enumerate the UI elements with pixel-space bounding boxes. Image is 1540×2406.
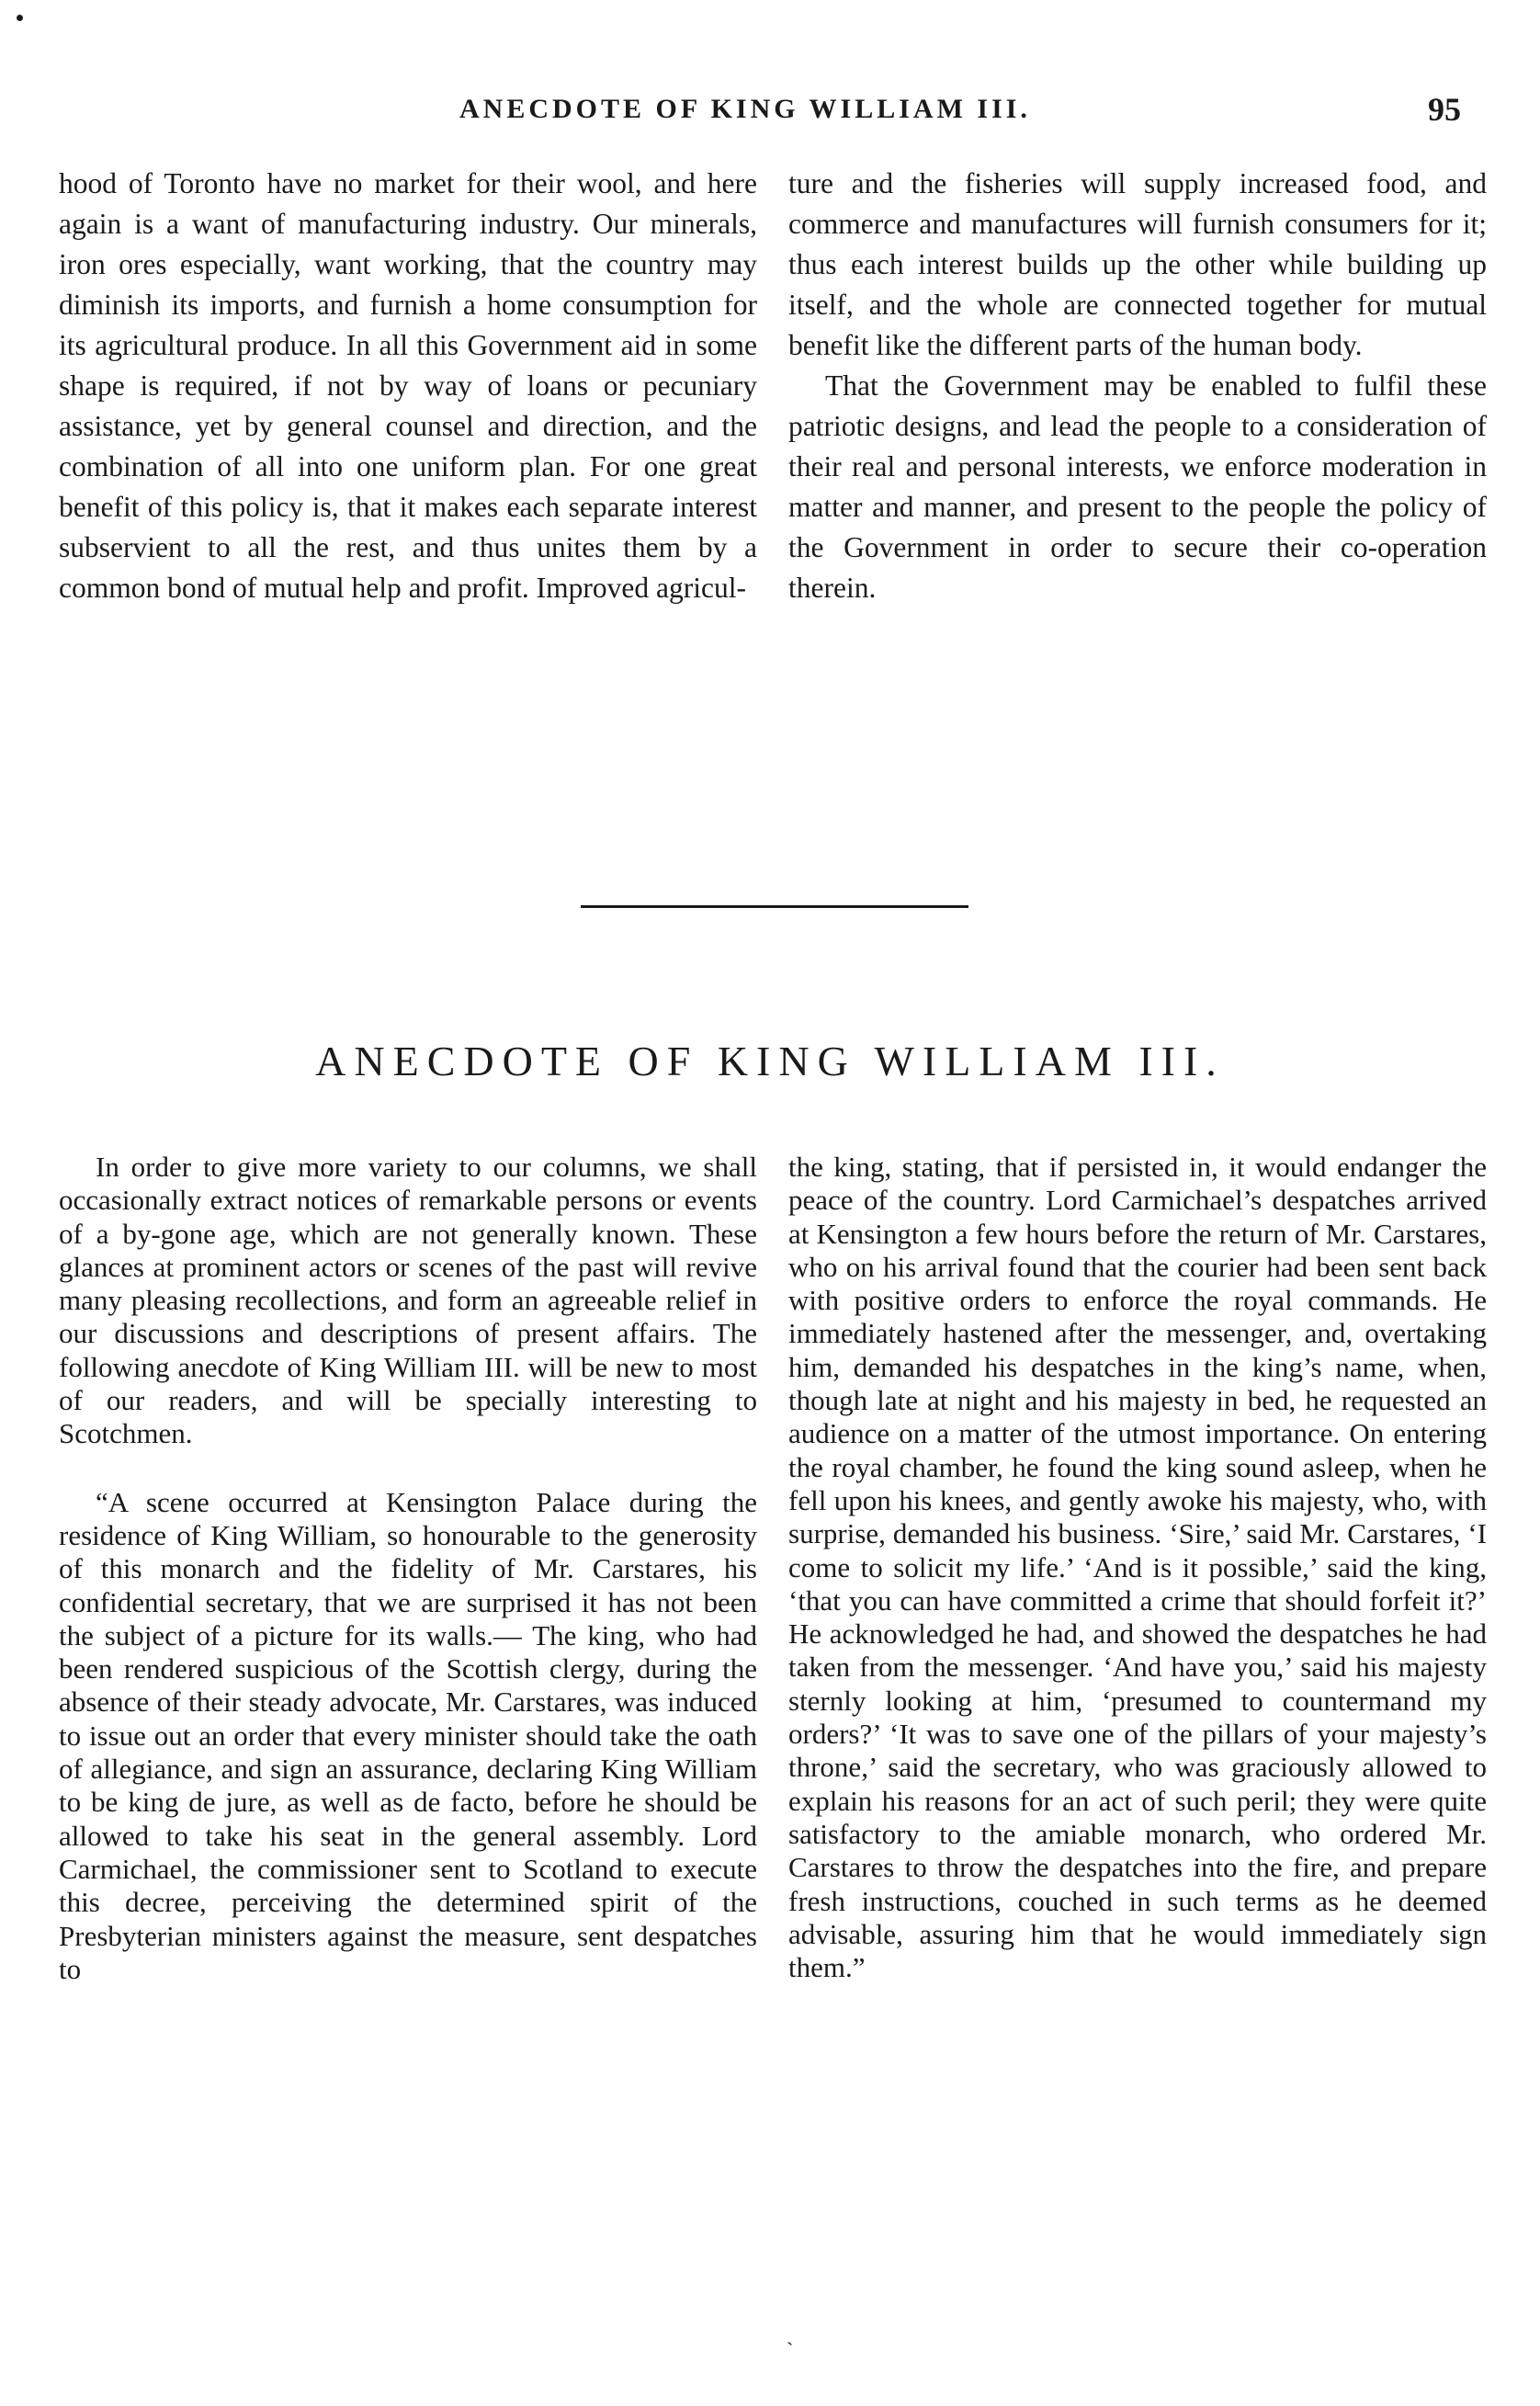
left-column-article (59, 1151, 757, 1986)
paragraph-quote-end: the king, stating, that if persisted in, it would endanger the peace of the country. Lord Carmichael’s despatches arrived at Kensington a few hours before the return of Mr. Carstares, who on his arrival found that the courier had been sent back with positive orders to enforce the royal commands. He immediately hastened after the messenger, and, overtaking him, demanded his despatches in the king’s name, when, though late at night and his majesty in bed, he requested an audience on a matter of the utmost importance. On entering the royal chamber, he found the king sound asleep, when he fell upon his knees, and gently awoke his majesty, who, with surprise, demanded his business. ‘Sire,’ said Mr. Carstares, ‘I come to solicit my life.’ ‘And is it possible,’ said the king, ‘that you can have committed a crime that should forfeit it?’ He acknowledged he had, and showed the despatches he had taken from the messenger. ‘And have you,’ said his majesty sternly looking at him, ‘presumed to countermand my orders?’ ‘It was to save one of the pillars of your majesty’s throne,’ said the secretary, who was graciously allowed to explain his reasons for an act of such peril; they were quite satisfactory to the amiable monarch, who ordered Mr. Carstares to throw the despatches into the fire, and prepare fresh instructions, couched in such terms as he deemed advisable, assuring him that he would immediately sign them.” (788, 1151, 1487, 1984)
paragraph-government: That the Government may be enabled to fulfil these patriotic designs, and lead the people to a consideration of their real and personal interests, we enforce moderation in matter and manner, and present to the people the policy of the Government in order to secure their co-operation therein. (788, 369, 1487, 604)
ink-speck (17, 15, 23, 21)
paragraph-intro: In order to give more variety to our columns, we shall occasionally extract notices of remarkable persons or events of a by-gone age, which are not generally known. These glances at prominent actors or scenes of the past will revive many pleasing recollections, and form an agreeable relief in our discussions and descriptions of present affairs. The following anecdote of King William III. will be new to most of our readers, and will be specially interesting to Scotchmen. (59, 1151, 757, 1450)
section-divider (581, 905, 968, 908)
paragraph-continued: hood of Toronto have no market for their wool, and here again is a want of manufacturing industry. Our minerals, iron ores especially, want working, that the country may diminish its imports, and furnish a home consumption for its agricultural produce. In all this Government aid in some shape is required, if not by way of loans or pecuniary assistance, yet by general counsel and direction, and the combination of all into one uniform plan. For one great benefit of this policy is, that it makes each separate interest subservient to all the rest, and thus unites them by a common bond of mutual help and profit. Improved agricul- (59, 167, 757, 604)
right-column-top (788, 164, 1487, 608)
right-column-article (788, 1151, 1487, 1986)
ink-mark: ˏ (787, 2322, 794, 2345)
paragraph-gap (59, 1451, 757, 1486)
article-columns (59, 1151, 1487, 1986)
page-number: 95 (1428, 91, 1461, 128)
continued-article-columns (59, 164, 1487, 608)
running-head: ANECDOTE OF KING WILLIAM III. (459, 94, 1031, 124)
article-title: ANECDOTE OF KING WILLIAM III. (315, 1038, 1225, 1084)
paragraph-quote-start: “A scene occurred at Kensington Palace during the residence of King William, so honourable to the generosity of this monarch and the fidelity of Mr. Carstares, his confidential secretary, that we are surprised it has not been the subject of a picture for its walls.— The king, who had been rendered suspicious of the Scottish clergy, during the absence of their steady advocate, Mr. Carstares, was induced to issue out an order that every minister should take the oath of allegiance, and sign an assurance, declaring King William to be king de jure, as well as de facto, before he should be allowed to take his seat in the general assembly. Lord Carmichael, the commissioner sent to Scotland to execute this decree, perceiving the determined spirit of the Presbyterian ministers against the measure, sent despatches to (59, 1485, 757, 1985)
left-column-top (59, 164, 757, 608)
paragraph-continued-end: ture and the fisheries will supply increased food, and commerce and manufactures will furnish consumers for it; thus each interest builds up the other while building up itself, and the whole are connected together for mutual benefit like the different parts of the human body. (788, 167, 1487, 361)
